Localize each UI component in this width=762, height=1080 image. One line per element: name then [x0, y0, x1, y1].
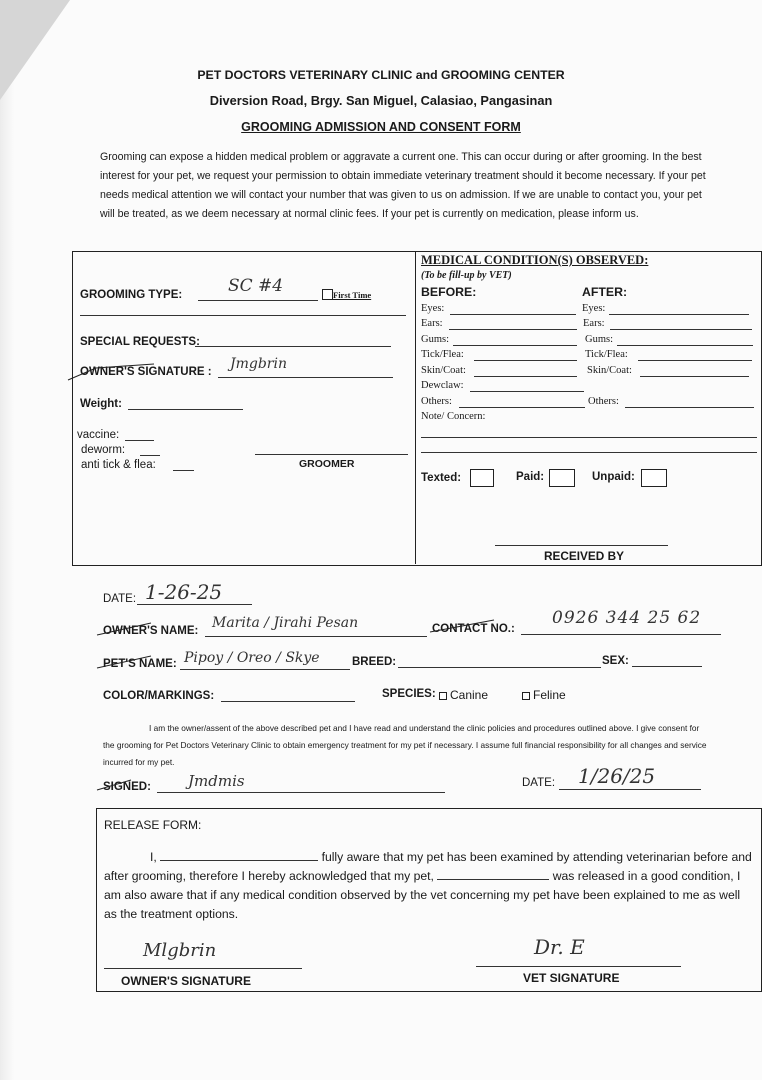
grooming-type-label: GROOMING TYPE: [80, 289, 183, 301]
special-requests-line[interactable] [195, 346, 391, 347]
weight-line[interactable] [128, 409, 243, 410]
color-markings-label: COLOR/MARKINGS: [103, 690, 215, 702]
form-title: GROOMING ADMISSION AND CONSENT FORM [241, 120, 521, 134]
before-skincoat-label: Skin/Coat: [421, 365, 466, 376]
feline-label: Feline [533, 688, 566, 702]
canine-checkbox[interactable] [439, 692, 447, 700]
paid-checkbox[interactable] [549, 469, 575, 487]
deworm-label: deworm: [81, 444, 126, 456]
after-eyes-label: Eyes: [582, 303, 606, 314]
before-ears-label: Ears: [421, 318, 443, 329]
strike-mark [66, 360, 156, 382]
note-line-1[interactable] [421, 437, 757, 438]
release-text [104, 848, 754, 924]
antitick-line[interactable] [173, 470, 194, 471]
release-text-1: I, [150, 850, 157, 864]
owner-signature-label: OWNER'S SIGNATURE : [80, 366, 212, 378]
sex-label: SEX: [602, 655, 629, 667]
before-others-line[interactable] [459, 407, 585, 408]
before-tickflea-label: Tick/Flea: [421, 349, 464, 360]
groomer-label: GROOMER [299, 458, 355, 470]
unpaid-checkbox[interactable] [641, 469, 667, 487]
after-ears-label: Ears: [583, 318, 605, 329]
release-text-3: was released in a good condition, I am also aware that if any medical condition observed by the vet concerning my pet have been explained to me as well as the treatment options. [104, 869, 741, 921]
sex-line[interactable] [632, 666, 702, 667]
signed-line[interactable] [157, 792, 445, 793]
date-value: 1-26-25 [145, 580, 223, 604]
before-skincoat-line[interactable] [474, 376, 577, 377]
strike-mark-contact [428, 618, 498, 634]
after-tickflea-line[interactable] [638, 360, 752, 361]
release-owner-signature: Mlgbrin [143, 940, 217, 961]
received-by-label: RECEIVED BY [544, 549, 624, 563]
date2-label: DATE: [522, 777, 556, 789]
owner-signature-value: Jmgbrin [230, 356, 287, 372]
owner-name-value: Marita / Jirahi Pesan [212, 615, 359, 631]
feline-checkbox[interactable] [522, 692, 530, 700]
texted-checkbox[interactable] [470, 469, 494, 487]
clinic-address: Diversion Road, Brgy. San Miguel, Calasiao, Pangasinan [209, 93, 553, 108]
special-requests-label: SPECIAL REQUESTS: [80, 336, 200, 348]
medical-title: MEDICAL CONDITION(S) OBSERVED: [421, 253, 649, 267]
texted-label: Texted: [421, 472, 462, 484]
grooming-type-line-2 [80, 315, 406, 316]
unpaid-label: Unpaid: [592, 471, 635, 483]
vaccine-line[interactable] [125, 440, 154, 441]
medical-subtitle: (To be fill-up by VET) [421, 270, 512, 281]
strike-mark-owner [95, 621, 155, 637]
before-eyes-line[interactable] [450, 314, 576, 315]
date2-line[interactable] [559, 789, 701, 790]
date-label: DATE: [103, 593, 137, 605]
received-by-line[interactable] [495, 545, 668, 546]
before-dewclaw-line[interactable] [470, 391, 584, 392]
after-skincoat-label: Skin/Coat: [587, 365, 632, 376]
grooming-type-value: SC #4 [228, 276, 284, 296]
after-tickflea-label: Tick/Flea: [585, 349, 628, 360]
species-label: SPECIES: [382, 688, 436, 700]
groomer-line[interactable] [255, 454, 408, 455]
signed-value: Jmdmis [188, 772, 245, 790]
release-vet-label: VET SIGNATURE [523, 971, 620, 985]
antitick-label: anti tick & flea: [81, 459, 156, 471]
weight-label: Weight: [80, 398, 122, 410]
after-others-line[interactable] [625, 407, 754, 408]
date2-value: 1/26/25 [578, 764, 656, 788]
before-dewclaw-label: Dewclaw: [421, 380, 464, 391]
after-ears-line[interactable] [610, 329, 752, 330]
vaccine-label: vaccine: [77, 429, 120, 441]
contact-value: 0926 344 25 62 [552, 608, 702, 628]
owner-signature-line[interactable] [218, 377, 393, 378]
after-others-label: Others: [588, 396, 619, 407]
contact-label: CONTACT NO.: [432, 623, 515, 635]
release-text-2: fully aware that my pet has been examined by attending veterinarian before and after grooming, therefore I hereby acknowledged that my pet, [104, 850, 752, 883]
breed-label: BREED: [352, 656, 397, 668]
first-time-label: First Time [333, 290, 372, 300]
after-eyes-line[interactable] [609, 314, 749, 315]
release-name-blank[interactable] [160, 850, 318, 861]
folded-corner [0, 0, 70, 100]
after-gums-line[interactable] [617, 345, 753, 346]
table-divider [415, 251, 416, 564]
owner-name-line[interactable] [205, 636, 427, 637]
strike-mark-pet [95, 654, 155, 670]
intro-paragraph: Grooming can expose a hidden medical problem or aggravate a current one. This can occur during or after grooming. In the best interest for your pet, we request your permission to obtain immediate veterinary treatment should it become necessary. If your pet needs medical attention we will contact your number that was given to us on admission. If we are unable to contact you, your pet will be treated, as we deem necessary at normal clinic fees. If your pet is currently on medication, please inform us. [100, 151, 706, 220]
release-owner-line[interactable] [104, 968, 302, 969]
owner-name-label: OWNER'S NAME: [103, 625, 199, 637]
strike-mark-signed [95, 778, 135, 792]
release-vet-line[interactable] [476, 966, 681, 967]
canine-label: Canine [450, 688, 489, 702]
note-concern-label: Note/ Concern: [421, 411, 486, 422]
pet-name-line[interactable] [180, 669, 350, 670]
first-time-checkbox[interactable] [322, 289, 333, 300]
signed-label: SIGNED: [103, 781, 151, 793]
before-ears-line[interactable] [449, 329, 577, 330]
before-tickflea-line[interactable] [474, 360, 577, 361]
grooming-type-line[interactable] [198, 300, 318, 301]
clinic-name: PET DOCTORS VETERINARY CLINIC and GROOMING CENTER [197, 68, 565, 82]
after-skincoat-line[interactable] [640, 376, 749, 377]
paid-label: Paid: [516, 471, 545, 483]
release-vet-signature: Dr. E [534, 935, 585, 959]
release-owner-label: OWNER'S SIGNATURE [121, 974, 251, 988]
color-markings-line[interactable] [221, 701, 355, 702]
consent-text: I am the owner/assent of the above described pet and I have read and understand the clinic policies and procedures outlined above. I give consent for the grooming for Pet Doctors Veterinary Clinic to obtain emergency treatment for my pet if necessary. I assume full financial responsibility for all changes and service incurred for my pet. [103, 723, 707, 767]
release-title: RELEASE FORM: [104, 818, 202, 832]
before-label: BEFORE: [421, 285, 477, 299]
before-eyes-label: Eyes: [421, 303, 445, 314]
note-line-2[interactable] [421, 452, 757, 453]
contact-line[interactable] [521, 634, 721, 635]
date-line[interactable] [137, 604, 252, 605]
after-label: AFTER: [582, 285, 628, 299]
before-gums-line[interactable] [453, 345, 577, 346]
after-gums-label: Gums: [585, 334, 614, 345]
before-others-label: Others: [421, 396, 452, 407]
before-gums-label: Gums: [421, 334, 450, 345]
breed-line[interactable] [398, 667, 601, 668]
release-pet-blank[interactable] [437, 869, 549, 880]
pet-name-label: PET'S NAME: [103, 658, 177, 670]
pet-name-value: Pipoy / Oreo / Skye [184, 650, 320, 666]
deworm-line[interactable] [140, 455, 160, 456]
